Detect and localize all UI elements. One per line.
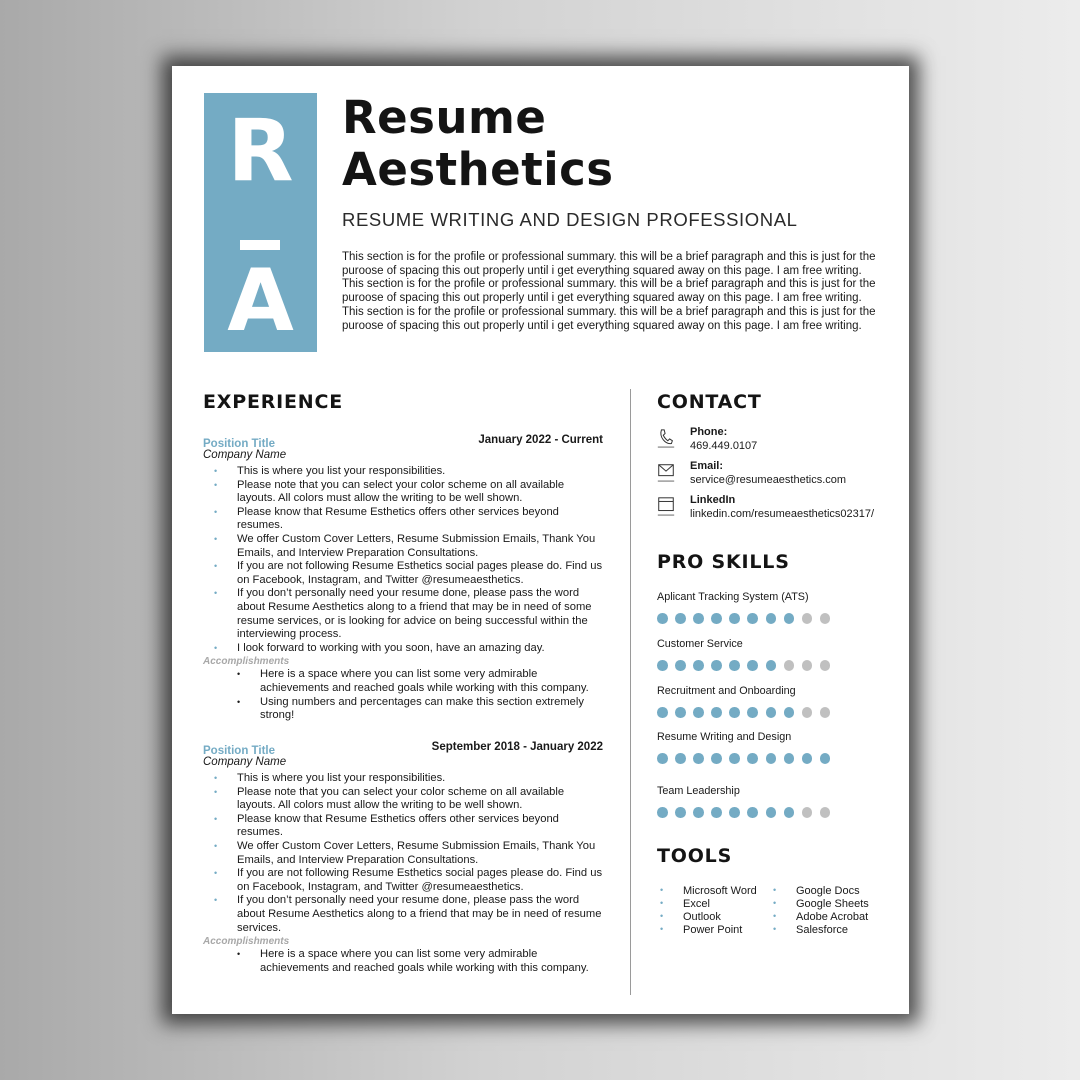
job-entry-1 [203,434,603,723]
responsibilities-list [203,465,603,655]
rating-dot-empty [820,807,831,818]
rating-dot-filled [766,660,777,671]
monogram-dash [240,240,280,250]
rating-dot-filled [693,707,704,718]
list-item: • Here is a space where you can list some very admirable achievements and reached goals while working with this company. [260,948,603,975]
rating-dot-filled [747,707,758,718]
list-item: • Please know that Resume Esthetics offers other services beyond resumes. [237,506,603,533]
skill-name: Customer Service [657,638,743,650]
skill-name: Team Leadership [657,785,740,797]
list-item: • Google Docs [796,885,860,897]
contact-label: Phone: [690,426,728,438]
rating-dot-filled [747,807,758,818]
rating-dot-filled [693,807,704,818]
rating-dot-filled [820,753,831,764]
list-item: • Outlook [683,911,721,923]
contact-linkedin [657,494,897,524]
browser-icon [657,496,675,516]
accomplishments-list [203,668,603,722]
list-item: • If you are not following Resume Esthetics social pages please do. Find us on Facebook, Instagram, and Twitter @resumeaesthetics. [237,560,603,587]
rating-dot-filled [675,753,686,764]
list-item: • Power Point [683,924,742,936]
rating-dot-filled [766,613,777,624]
phone-icon [657,428,675,448]
rating-dot-filled [657,613,668,624]
skill-rating [657,807,877,818]
skill-rating [657,660,877,671]
column-divider [630,389,631,995]
job-dates: September 2018 - January 2022 [431,741,603,753]
skill-rating [657,753,877,764]
rating-dot-filled [675,807,686,818]
envelope-icon [657,462,675,482]
tagline: RESUME WRITING AND DESIGN PROFESSIONAL [342,209,798,230]
list-item: • Adobe Acrobat [796,911,868,923]
skill-name: Recruitment and Onboarding [657,685,796,697]
name-line-2: Aesthetics [342,143,614,196]
rating-dot-filled [729,753,740,764]
list-item: • If you don’t personally need your resume done, please pass the word about Resume Aesthetics along to a friend that may be in need of some resume services, or is looking for advice on being successful within the interviewing process. [237,587,603,641]
contact-phone [657,426,897,456]
rating-dot-empty [820,613,831,624]
contact-email [657,460,897,490]
skill-item [657,785,877,818]
list-item: • Excel [683,898,710,910]
name-line-1: Resume [342,91,547,144]
rating-dot-filled [784,807,795,818]
list-item: • If you don’t personally need your resume done, please pass the word about Resume Aesthetics along to a friend that may be in need of resume services. [237,894,603,935]
skill-item [657,685,877,718]
list-item: • Please note that you can select your color scheme on all available layouts. All colors must allow the writing to be well shown. [237,479,603,506]
list-item: • I look forward to working with you soon, have an amazing day. [237,642,603,656]
list-item: • This is where you list your responsibilities. [237,772,603,786]
rating-dot-filled [657,807,668,818]
rating-dot-filled [711,707,722,718]
tools-heading: TOOLS [657,845,733,867]
rating-dot-empty [820,660,831,671]
accomplishments-list [203,948,603,975]
contact-value: service@resumeaesthetics.com [690,474,847,486]
monogram-letter-r: R [227,101,294,201]
rating-dot-filled [784,613,795,624]
contact-value: 469.449.0107 [690,440,758,452]
job-company: Company Name [203,756,287,768]
list-item: • Please know that Resume Esthetics offers other services beyond resumes. [237,813,603,840]
rating-dot-filled [784,753,795,764]
rating-dot-empty [784,660,795,671]
rating-dot-filled [657,660,668,671]
rating-dot-filled [693,613,704,624]
list-item: • We offer Custom Cover Letters, Resume Submission Emails, Thank You Emails, and Interview Preparation Consultations. [237,533,603,560]
skill-name: Aplicant Tracking System (ATS) [657,591,809,603]
rating-dot-filled [693,660,704,671]
monogram-letter-a: A [227,251,294,351]
list-item: • We offer Custom Cover Letters, Resume Submission Emails, Thank You Emails, and Interview Preparation Consultations. [237,840,603,867]
monogram-block [204,93,317,352]
rating-dot-empty [802,613,813,624]
rating-dot-filled [693,753,704,764]
rating-dot-filled [675,707,686,718]
list-item: • Please note that you can select your color scheme on all available layouts. All colors must allow the writing to be well shown. [237,786,603,813]
rating-dot-filled [711,660,722,671]
profile-summary: This section is for the profile or professional summary. this will be a brief paragraph and this is just for the puroose of spacing this out properly until i get everything squared away on this page. I am free writing. This section is for the profile or professional summary. this will be a brief paragraph and this is just for the puroose of spacing this out properly until i get everything squared away on this page. I am free writing. This section is for the profile or professional summary. this will be a brief paragraph and this is just for the puroose of spacing this out properly until i get everything squared away on this page. I am free writing. [342,251,876,332]
job-position: Position Title [203,745,275,757]
experience-heading: EXPERIENCE [203,391,344,413]
rating-dot-filled [711,807,722,818]
resume-page [172,66,909,1014]
rating-dot-filled [802,753,813,764]
skill-item [657,638,877,671]
rating-dot-filled [711,613,722,624]
contact-heading: CONTACT [657,391,762,413]
rating-dot-filled [711,753,722,764]
rating-dot-filled [657,707,668,718]
rating-dot-filled [766,753,777,764]
skill-rating [657,613,877,624]
accomplishments-label: Accomplishments [203,656,290,668]
list-item: • Salesforce [796,924,848,936]
rating-dot-empty [802,707,813,718]
list-item: • Here is a space where you can list some very admirable achievements and reached goals while working with this company. [260,668,603,695]
job-entry-2 [203,741,603,975]
list-item: • Using numbers and percentages can make this section extremely strong! [260,696,603,723]
job-position: Position Title [203,438,275,450]
contact-label: LinkedIn [690,494,736,506]
rating-dot-filled [675,660,686,671]
rating-dot-filled [747,660,758,671]
list-item: • Microsoft Word [683,885,757,897]
resume-name [342,92,862,196]
contact-value: linkedin.com/resumeaesthetics02317/ [690,508,875,520]
rating-dot-filled [657,753,668,764]
rating-dot-filled [766,807,777,818]
list-item: • If you are not following Resume Esthetics social pages please do. Find us on Facebook, Instagram, and Twitter @resumeaesthetics. [237,867,603,894]
job-dates: January 2022 - Current [478,434,603,446]
accomplishments-label: Accomplishments [203,936,290,948]
rating-dot-empty [802,660,813,671]
rating-dot-filled [729,613,740,624]
skill-name: Resume Writing and Design [657,731,792,743]
rating-dot-filled [729,707,740,718]
list-item: • Google Sheets [796,898,869,910]
skill-item [657,731,877,764]
rating-dot-filled [784,707,795,718]
rating-dot-filled [729,807,740,818]
skill-item [657,591,877,624]
rating-dot-filled [729,660,740,671]
rating-dot-empty [802,807,813,818]
rating-dot-filled [747,613,758,624]
rating-dot-filled [766,707,777,718]
rating-dot-empty [820,707,831,718]
skills-heading: PRO SKILLS [657,551,790,573]
skill-rating [657,707,877,718]
job-company: Company Name [203,449,287,461]
list-item: • This is where you list your responsibilities. [237,465,603,479]
contact-label: Email: [690,460,724,472]
rating-dot-filled [747,753,758,764]
responsibilities-list [203,772,603,935]
rating-dot-filled [675,613,686,624]
